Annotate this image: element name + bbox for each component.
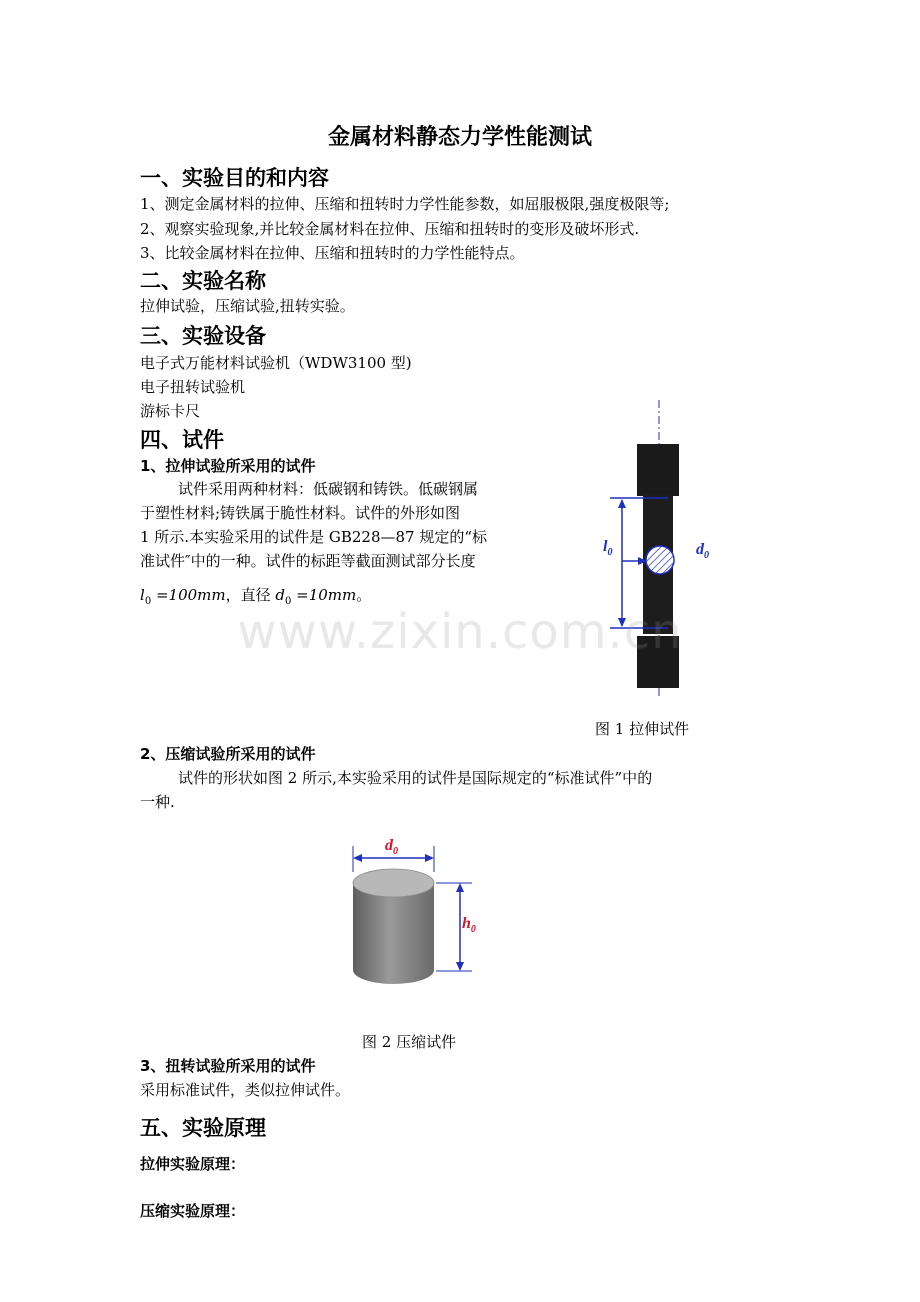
section-heading-principle: 五、实验原理 [140, 1116, 266, 1140]
upper-grip [637, 444, 679, 496]
section-heading-equipment: 三、实验设备 [140, 324, 266, 348]
tension-para-line-4: 准试件″中的一种。试件的标距等截面测试部分长度 [140, 552, 476, 570]
cylinder-body [353, 883, 434, 984]
label-gauge-length: $l_0$ [603, 538, 613, 558]
compression-principle-label: 压缩实验原理： [140, 1202, 246, 1220]
tension-para-line-3: 1 所示.本实验采用的试件是 GB228—87 规定的“标 [140, 528, 488, 546]
tension-para-line-1: 试件采用两种材料：低碳钢和铸铁。低碳钢属 [178, 480, 479, 498]
figure-1-caption: 图 1 拉伸试件 [595, 720, 690, 738]
label-h0: $h_0$ [462, 915, 476, 935]
formula-l-symbol: l [140, 586, 145, 604]
formula-d-subscript: 0 [285, 596, 292, 607]
cylinder-top-face [353, 869, 434, 897]
equipment-item-1: 电子式万能材料试验机（WDW3100 型) [140, 354, 412, 372]
section-heading-specimen: 四、试件 [140, 428, 224, 452]
arrow-left [353, 854, 362, 862]
tension-principle-label: 拉伸实验原理： [140, 1155, 246, 1173]
arrow-up-h [456, 883, 464, 892]
equipment-item-3: 游标卡尺 [140, 402, 201, 420]
section-heading-name: 二、实验名称 [140, 269, 266, 293]
arrow-right-top [425, 854, 434, 862]
purpose-item-1: 1、测定金属材料的拉伸、压缩和扭转时力学性能参数，如屈服极限,强度极限等; [140, 195, 670, 213]
cross-section-hatch [646, 546, 674, 574]
experiment-names: 拉伸试验，压缩试验,扭转实验。 [140, 297, 355, 315]
torsion-specimen-text: 采用标准试件，类似拉伸试件。 [140, 1081, 351, 1099]
figure-2-caption: 图 2 压缩试件 [362, 1033, 457, 1051]
subheading-torsion-specimen: 3、扭转试验所采用的试件 [140, 1057, 316, 1075]
arrow-down-h [456, 962, 464, 971]
label-diameter: $d_0$ [696, 541, 709, 561]
formula-d-symbol: d [275, 586, 285, 604]
formula-end: 。 [356, 586, 372, 604]
arrow-up [618, 499, 626, 508]
label-d0: $d_0$ [385, 837, 398, 857]
equipment-item-2: 电子扭转试验机 [140, 378, 246, 396]
page-title: 金属材料静态力学性能测试 [327, 124, 592, 150]
compression-para-line-1: 试件的形状如图 2 所示,本实验采用的试件是国际规定的“标准试件”中的 [178, 769, 653, 787]
section-heading-purpose: 一、实验目的和内容 [140, 166, 329, 190]
subheading-tension-specimen: 1、拉伸试验所采用的试件 [140, 457, 316, 475]
subheading-compression-specimen: 2、压缩试验所采用的试件 [140, 745, 316, 763]
formula-separator: ，直径 [225, 586, 276, 604]
figure-2-compression-specimen [340, 830, 500, 990]
compression-para-line-2: 一种. [140, 793, 175, 811]
formula-l-value: =100mm [151, 586, 226, 604]
watermark: www.zixin.com.cn [237, 604, 683, 660]
tension-para-line-2: 于塑性材料;铸铁属于脆性材料。试件的外形如图 [140, 504, 461, 522]
formula-d-value: =10mm [291, 586, 357, 604]
formula-l-subscript: 0 [144, 596, 152, 607]
purpose-item-2: 2、观察实验现象,并比较金属材料在拉伸、压缩和扭转时的变形及破坏形式. [140, 220, 640, 238]
purpose-item-3: 3、比较金属材料在拉伸、压缩和扭转时的力学性能特点。 [140, 244, 525, 262]
